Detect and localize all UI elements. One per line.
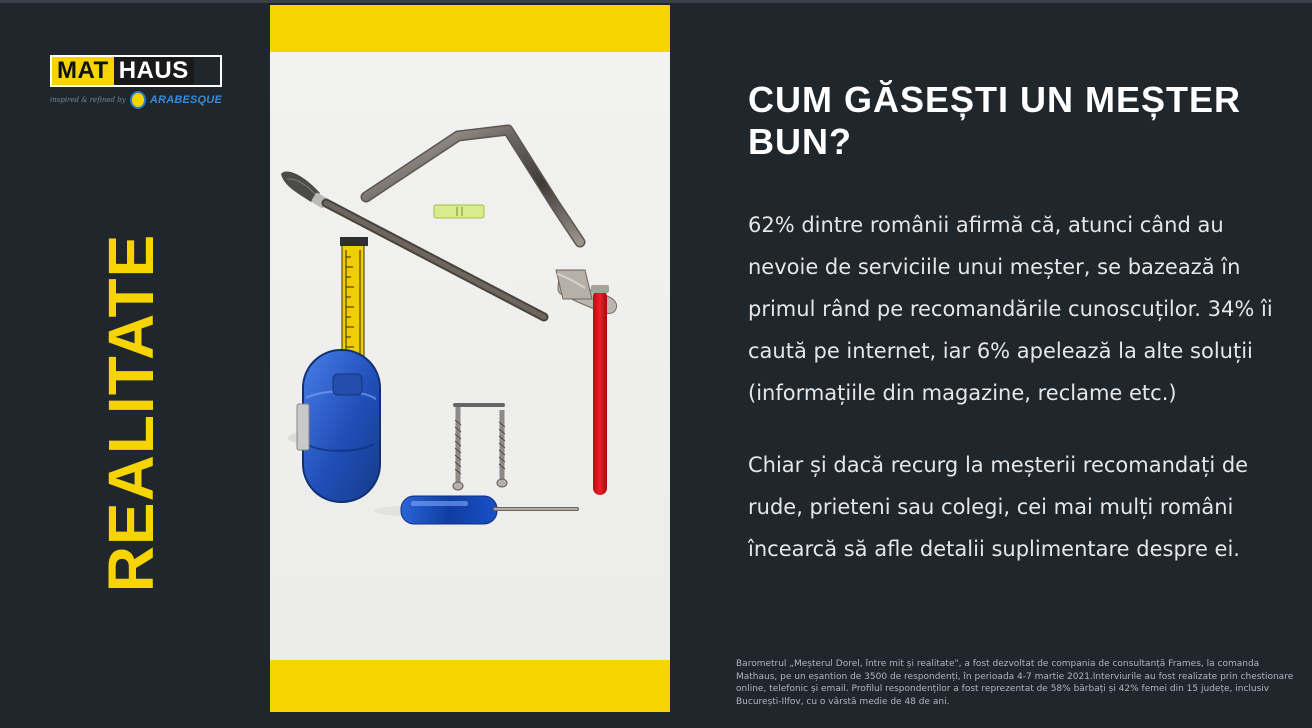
screwdriver-icon <box>401 496 577 524</box>
allen-key-icon <box>366 130 580 242</box>
main-content <box>748 79 1288 570</box>
paragraph-recommendations: 62% dintre românii afirmă că, atunci când au nevoie de serviciile unui meșter, se bazează în primul rând pe recomandările cunoscuților. 34% îi caută pe internet, iar 6% apelează la alte soluții (informațiile din magazine, reclame etc.) <box>748 213 1273 405</box>
logo-subline <box>50 91 222 109</box>
screw-icon <box>453 405 507 490</box>
source-footnote: Barometrul „Meșterul Dorel, între mit și realitate", a fost dezvoltat de compania de consultanță Frames, la comanda Mathaus, pe un eșantion de 3500 de respondenți, în perioada 4-7 martie 2021.Interviurile au fost realizate prin chestionare online, telefonic și email. Profilul respondenților a fost reprezentat de 58% bărbați și 42% femei din 15 județe, inclusiv București-Ilfov, cu o vârstă medie de 48 de ani. <box>736 659 1294 707</box>
logo-subtitle: inspired & refined by <box>50 96 126 104</box>
level-icon <box>434 205 484 218</box>
paintbrush-icon <box>281 171 544 317</box>
photo-bottom-band <box>270 660 670 712</box>
tools-illustration <box>270 52 670 660</box>
mathaus-logo <box>50 55 222 109</box>
arabesque-badge-icon <box>130 91 146 109</box>
page-title: CUM GĂSEȘTI UN MEȘTER BUN? <box>748 79 1242 162</box>
logo-brand: ARABESQUE <box>149 94 222 106</box>
tools-photo <box>270 5 670 712</box>
tape-measure-icon <box>297 237 380 502</box>
logo-part-mat: MAT <box>52 57 114 85</box>
side-label: REALITATE <box>95 233 167 593</box>
hammer-icon <box>556 270 617 495</box>
logo-part-haus: HAUS <box>114 57 194 85</box>
photo-top-band <box>270 5 670 52</box>
paragraph-details: Chiar și dacă recurg la meșterii recomandați de rude, prieteni sau colegi, cei mai mulți români încearcă să afle detalii suplimentare despre ei. <box>748 453 1249 561</box>
logo-wordmark <box>50 55 222 87</box>
